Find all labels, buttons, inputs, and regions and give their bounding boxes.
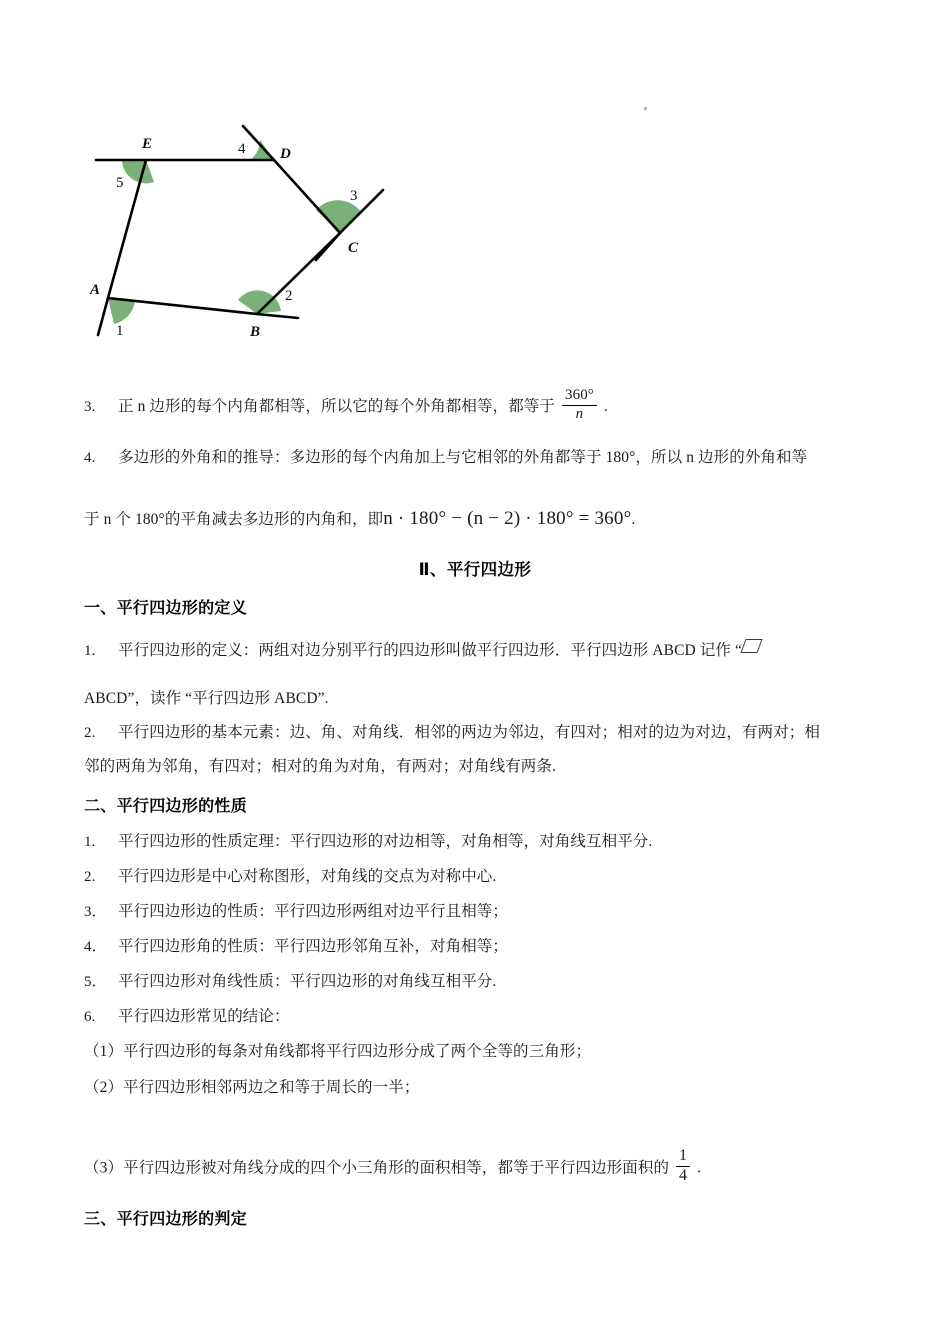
property-item-2 [84, 862, 884, 892]
definition-item-2-line1 [84, 718, 899, 748]
pentagon-exterior-angles-diagram [80, 100, 500, 350]
list-item-3 [84, 388, 874, 423]
property-item-3 [84, 897, 884, 927]
definition-item-1-line1 [84, 636, 899, 666]
list-item-4-text-line2: 于 n 个 180°的平角减去多边形的内角和，即 [84, 511, 384, 528]
fraction-one-quarter [676, 1148, 690, 1185]
ray-below-C [316, 233, 340, 260]
definition-item-1-line2 [84, 684, 884, 714]
conclusion-item-1-text: （1）平行四边形的每条对角线都将平行四边形分成了两个全等的三角形； [84, 1043, 592, 1060]
property-item-4-number: 4． [84, 939, 107, 955]
conclusion-item-2 [84, 1073, 884, 1103]
exterior-angle-sum-formula: n · 180° − (n − 2) · 180° = 360° [383, 508, 632, 529]
list-item-3-number: 3. [84, 399, 96, 415]
angle-label-5: 5 [116, 175, 124, 191]
definition-item-1-text-line2: ABCD”，读作 “平行四边形 ABCD”. [84, 690, 329, 707]
conclusion-item-3 [84, 1148, 904, 1185]
list-item-4-period: . [631, 511, 636, 528]
angle-arc-3 [316, 200, 361, 233]
subsection-heading-determination: 三、平行四边形的判定 [84, 1209, 248, 1228]
property-item-1 [84, 827, 884, 857]
property-item-3-text: 平行四边形边的性质：平行四边形两组对边平行且相等； [118, 903, 509, 920]
property-item-6-text: 平行四边形常见的结论： [118, 1008, 290, 1025]
angle-arc-5 [122, 160, 154, 183]
list-item-4-text-line1: 多边形的外角和的推导：多边形的每个内角加上与它相邻的外角都等于 180°，所以 n 边形的外角和等 [118, 449, 808, 466]
vertex-label-D: D [280, 146, 291, 162]
property-item-5-text: 平行四边形对角线性质：平行四边形的对角线互相平分. [118, 973, 497, 990]
definition-item-2-number: 2. [84, 725, 96, 741]
angle-label-2: 2 [285, 288, 293, 304]
property-item-4 [84, 932, 884, 962]
angle-label-1: 1 [116, 323, 124, 339]
definition-item-2-text: 平行四边形的基本元素：边、角、对角线．相邻的两边为邻边，有四对；相对的边为对边，有两对；相 [118, 724, 821, 741]
parallelogram-symbol-icon [740, 639, 762, 653]
conclusion-item-2-text: （2）平行四边形相邻两边之和等于周长的一半； [84, 1079, 420, 1096]
property-item-4-text: 平行四边形角的性质：平行四边形邻角互补，对角相等； [118, 938, 509, 955]
conclusion-item-3-period: . [697, 1159, 702, 1177]
vertex-label-A: A [90, 282, 101, 298]
ray-at-B [257, 314, 298, 318]
ray-at-A [98, 298, 108, 335]
definition-item-2-line2 [84, 752, 884, 782]
vertex-label-C: C [348, 240, 359, 256]
side-CD [274, 160, 340, 233]
stray-dot-artifact [644, 107, 647, 110]
fraction-denominator: 4 [679, 1166, 688, 1184]
list-item-4-number: 4. [84, 450, 96, 466]
property-item-6-number: 6. [84, 1009, 96, 1025]
property-item-2-number: 2. [84, 869, 96, 885]
property-item-5-number: 5． [84, 974, 107, 990]
conclusion-item-1 [84, 1037, 884, 1067]
section-heading-parallelogram: Ⅱ、平行四边形 [418, 560, 532, 579]
subsection-heading-definition: 一、平行四边形的定义 [84, 598, 248, 617]
side-EA [108, 160, 146, 298]
angle-arc-group [108, 140, 361, 324]
list-item-4-line1 [84, 443, 884, 473]
fraction-numerator: 360° [562, 388, 597, 406]
conclusion-item-3-text: （3）平行四边形被对角线分成的四个小三角形的面积相等，都等于平行四边形面积的 [84, 1159, 670, 1177]
angle-arc-1 [108, 298, 135, 324]
definition-item-2-text-line2: 邻的两角为邻角，有四对；相对的角为对角，有两对；对角线有两条. [84, 758, 556, 775]
property-item-3-number: 3． [84, 904, 107, 920]
definition-item-1-text: 平行四边形的定义：两组对边分别平行的四边形叫做平行四边形．平行四边形 ABCD 记作 “ [118, 642, 742, 659]
property-item-5 [84, 967, 884, 997]
list-item-3-text: 正 n 边形的每个内角都相等，所以它的每个外角都相等，都等于 [118, 398, 556, 415]
list-item-4-line2 [84, 500, 894, 537]
vertex-label-B: B [250, 324, 261, 340]
fraction-numerator: 1 [676, 1148, 690, 1167]
angle-label-4: 4 [238, 141, 246, 157]
property-item-6 [84, 1002, 884, 1032]
fraction-denominator: n [575, 405, 584, 422]
subsection-heading-properties: 二、平行四边形的性质 [84, 796, 248, 815]
fraction-360-over-n [562, 388, 597, 423]
vertex-label-E: E [142, 136, 153, 152]
angle-label-3: 3 [350, 188, 358, 204]
property-item-1-text: 平行四边形的性质定理：平行四边形的对边相等，对角相等，对角线互相平分. [118, 833, 653, 850]
property-item-1-number: 1. [84, 834, 96, 850]
list-item-3-period: . [603, 398, 608, 415]
definition-item-1-number: 1. [84, 643, 96, 659]
property-item-2-text: 平行四边形是中心对称图形，对角线的交点为对称中心. [118, 868, 497, 885]
